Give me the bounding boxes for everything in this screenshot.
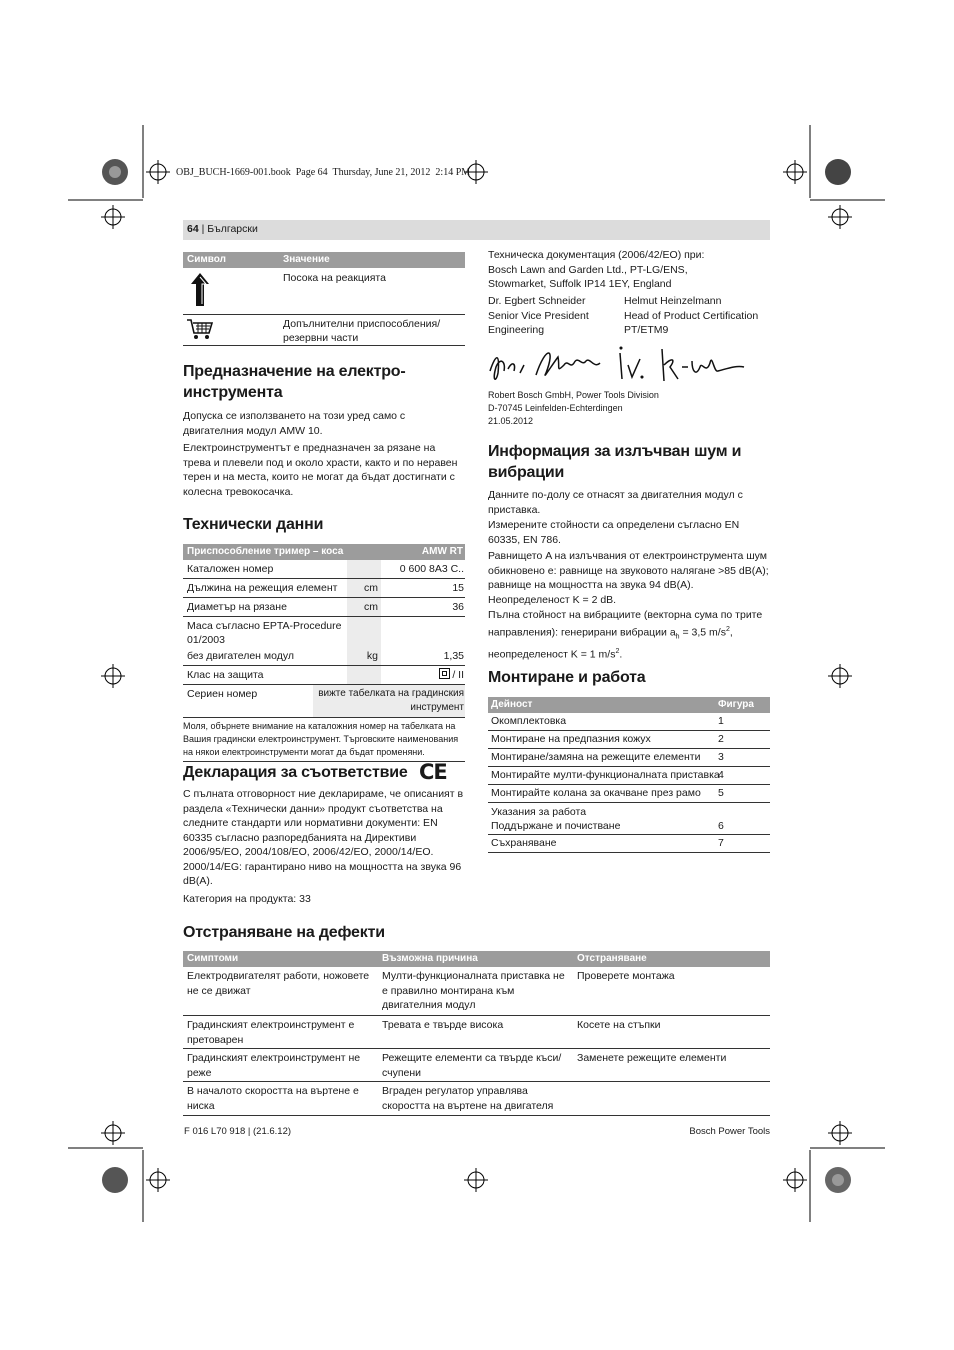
noise-p3: Равнището A на излъчвания от електроинструмента шум обикновено е: равнище на звуковото налягане >85 dB(A); равнище на мощността на звука 94 dB(A). Неопределеност K = 2 dB. [488, 550, 769, 606]
tech-doc: Техническа документация (2006/42/EO) при: Bosch Lawn and Garden Ltd., PT-LG/ENS, Stowmarket, Suffolk IP14 1EY, England [488, 249, 705, 290]
table-row: Монтирайте колана за окачване през рамо 5 [488, 785, 770, 803]
troubleshooting-table: Симптоми Възможна причина Отстраняване Електродвигателят работи, ножовете не се движат Мулти-функционалната приставка не е правилно монтирана към двигателния модул Проверете монтажа Градинският електроинструмент е претоварен Тревата е твърде висока Косете на стъпки Градинският електроинструмент не реже Режещите елементи са твърде къси/счупени Заменете режещите елементи В началото скоростта на въртене е ниска Вграден регулатор управлява скоростта на въртене на двигателя [183, 951, 770, 1116]
table-row: Диаметър на рязане cm 36 [183, 598, 465, 617]
intended-use-title: Предназначение на електро- инструмента [183, 363, 406, 401]
table-row: Монтиране/замяна на режещите елементи 3 [488, 749, 770, 767]
table-row: Окомплектовка 1 [488, 713, 770, 731]
page-header-bar [183, 220, 770, 240]
table-row: Дължина на режещия елемент cm 15 [183, 579, 465, 598]
table-row: Каталожен номер 0 600 8A3 C.. [183, 560, 465, 579]
noise-p2: Измерените стойности са определени съгласно EN 60335, EN 786. [488, 519, 740, 546]
table-row: Монтирайте мулти-функционалната приставка 4 [488, 767, 770, 785]
table-row: Допълнителни приспособления/резервни части [183, 315, 465, 346]
protection-class-icon [439, 668, 450, 679]
tech-data-table: Приспособление тример – коса AMW RT Каталожен номер 0 600 8A3 C.. Дължина на режещия елемент cm 15 Диаметър на рязане cm 36 Маса съгласно EPTA-Procedure 01/2003 без двигателен модул kg 1,35 Клас на защита / II Сериен номер вижте табелката на градинския инструмент Моля, обърнете внимание на каталожния номер на табелката на Вашия градински електроинструмент. Търговските наименования на някои електроинструменти могат да бъдат променяни. [183, 544, 465, 762]
table-row: Съхраняване 7 [488, 835, 770, 853]
table-row: Посока на реакцията [183, 268, 465, 315]
noise-p1: Данните по-долу се отнасят за двигателния модул с приставка. [488, 489, 743, 516]
print-header: OBJ_BUCH-1669-001.book Page 64 Thursday, June 21, 2012 2:14 PM [176, 167, 471, 178]
noise-p4: Пълна стойност на вибрациите (векторна сума по трите направления): генерирани вибрации $a_h = 3,5$ $m/s^2$, неопределеност K = 1 $m/s^2$. [488, 609, 763, 661]
table-row: Монтиране на предпазния кожух 2 [488, 731, 770, 749]
conformity-p1: С пълната отговорност ние декларираме, че описаният в раздела «Технически данни» продукт съответства на следните стандарти или нормативни документи: EN 60335 съгласно разпоредбанията на Директиви 2006/95/EO, 2004/108/EO, 2006/42/EO, 2000/14/EO. 2000/14/EG: гарантирано ниво на мощността на звука 96 dB(A). [183, 788, 464, 887]
table-row: Градинският електроинструмент е претоварен Тревата е твърде висока Косете на стъпки [183, 1016, 770, 1049]
assembly-table: Дейност Фигура Окомплектовка 1 Монтиране на предпазния кожух 2 Монтиране/замяна на режещите елементи 3 Монтирайте мулти-функционалната приставка 4 Монтирайте колана за окачване през рамо 5 Указания за работа Поддържане и почистване 6 Съхраняване 7 [488, 697, 770, 853]
symbols-table [183, 252, 465, 346]
table-row: Маса съгласно EPTA-Procedure 01/2003 [183, 617, 465, 647]
assembly-title: Монтиране и работа [488, 669, 646, 686]
table-row: Сериен номер вижте табелката на градинския инструмент [183, 685, 465, 718]
signatures [486, 343, 756, 388]
tech-data-note: Моля, обърнете внимание на каталожния номер на табелката на Вашия градински електроинструмент. Търговските наименования на някои електроинструменти могат да бъдат променяни. [183, 720, 465, 762]
table-row: В началото скоростта на въртене е ниска Вграден регулатор управлява скоростта на въртене на двигателя [183, 1082, 770, 1116]
signatory-left: Dr. Egbert Schneider Senior Vice President Engineering [488, 295, 589, 336]
conformity-p2: Категория на продукта: 33 [183, 893, 311, 905]
page-language: Български [207, 223, 258, 235]
troubleshooting-title: Отстраняване на дефекти [183, 924, 385, 941]
table-row: без двигателен модул kg 1,35 [183, 647, 465, 666]
table-row: Указания за работа Поддържане и почистване 6 [488, 803, 770, 835]
conformity-title: Декларация за съответствие [183, 764, 408, 781]
reaction-arrow-icon [189, 272, 211, 308]
shopping-cart-icon [186, 318, 214, 340]
company-address: Robert Bosch GmbH, Power Tools Division D-70745 Leinfelden-Echterdingen 21.05.2012 [488, 390, 659, 426]
noise-title: Информация за излъчван шум и вибрации [488, 443, 742, 481]
page-header: 64 | Български [187, 223, 258, 235]
page-number: 64 [187, 223, 199, 235]
table-row: Градинският електроинструмент не реже Режещите елементи са твърде къси/счупени Заменете режещите елементи [183, 1049, 770, 1082]
table-row: Клас на защита / II [183, 666, 465, 685]
intended-use-p1: Допуска се използването на този уред само с двигателния модул AMW 10. [183, 410, 406, 437]
footer-left: F 016 L70 918 | (21.6.12) [184, 1126, 292, 1137]
col-meaning: Значение [283, 254, 330, 265]
ce-mark-icon: CE [419, 760, 447, 784]
tech-data-title: Технически данни [183, 516, 324, 533]
intended-use-p2: Електроинструментът е предназначен за рязане на трева и плевели под и около храсти, както и по неравен терен и на места, които не могат да бъдат достигнати с колесна тревокосачка. [183, 442, 458, 498]
footer-right: Bosch Power Tools [689, 1126, 770, 1137]
col-symbol: Символ [187, 254, 226, 265]
table-row: Електродвигателят работи, ножовете не се движат Мулти-функционалната приставка не е правилно монтирана към двигателния модул Проверете монтажа [183, 967, 770, 1016]
signatory-right: Helmut Heinzelmann Head of Product Certification PT/ETM9 [624, 295, 759, 336]
